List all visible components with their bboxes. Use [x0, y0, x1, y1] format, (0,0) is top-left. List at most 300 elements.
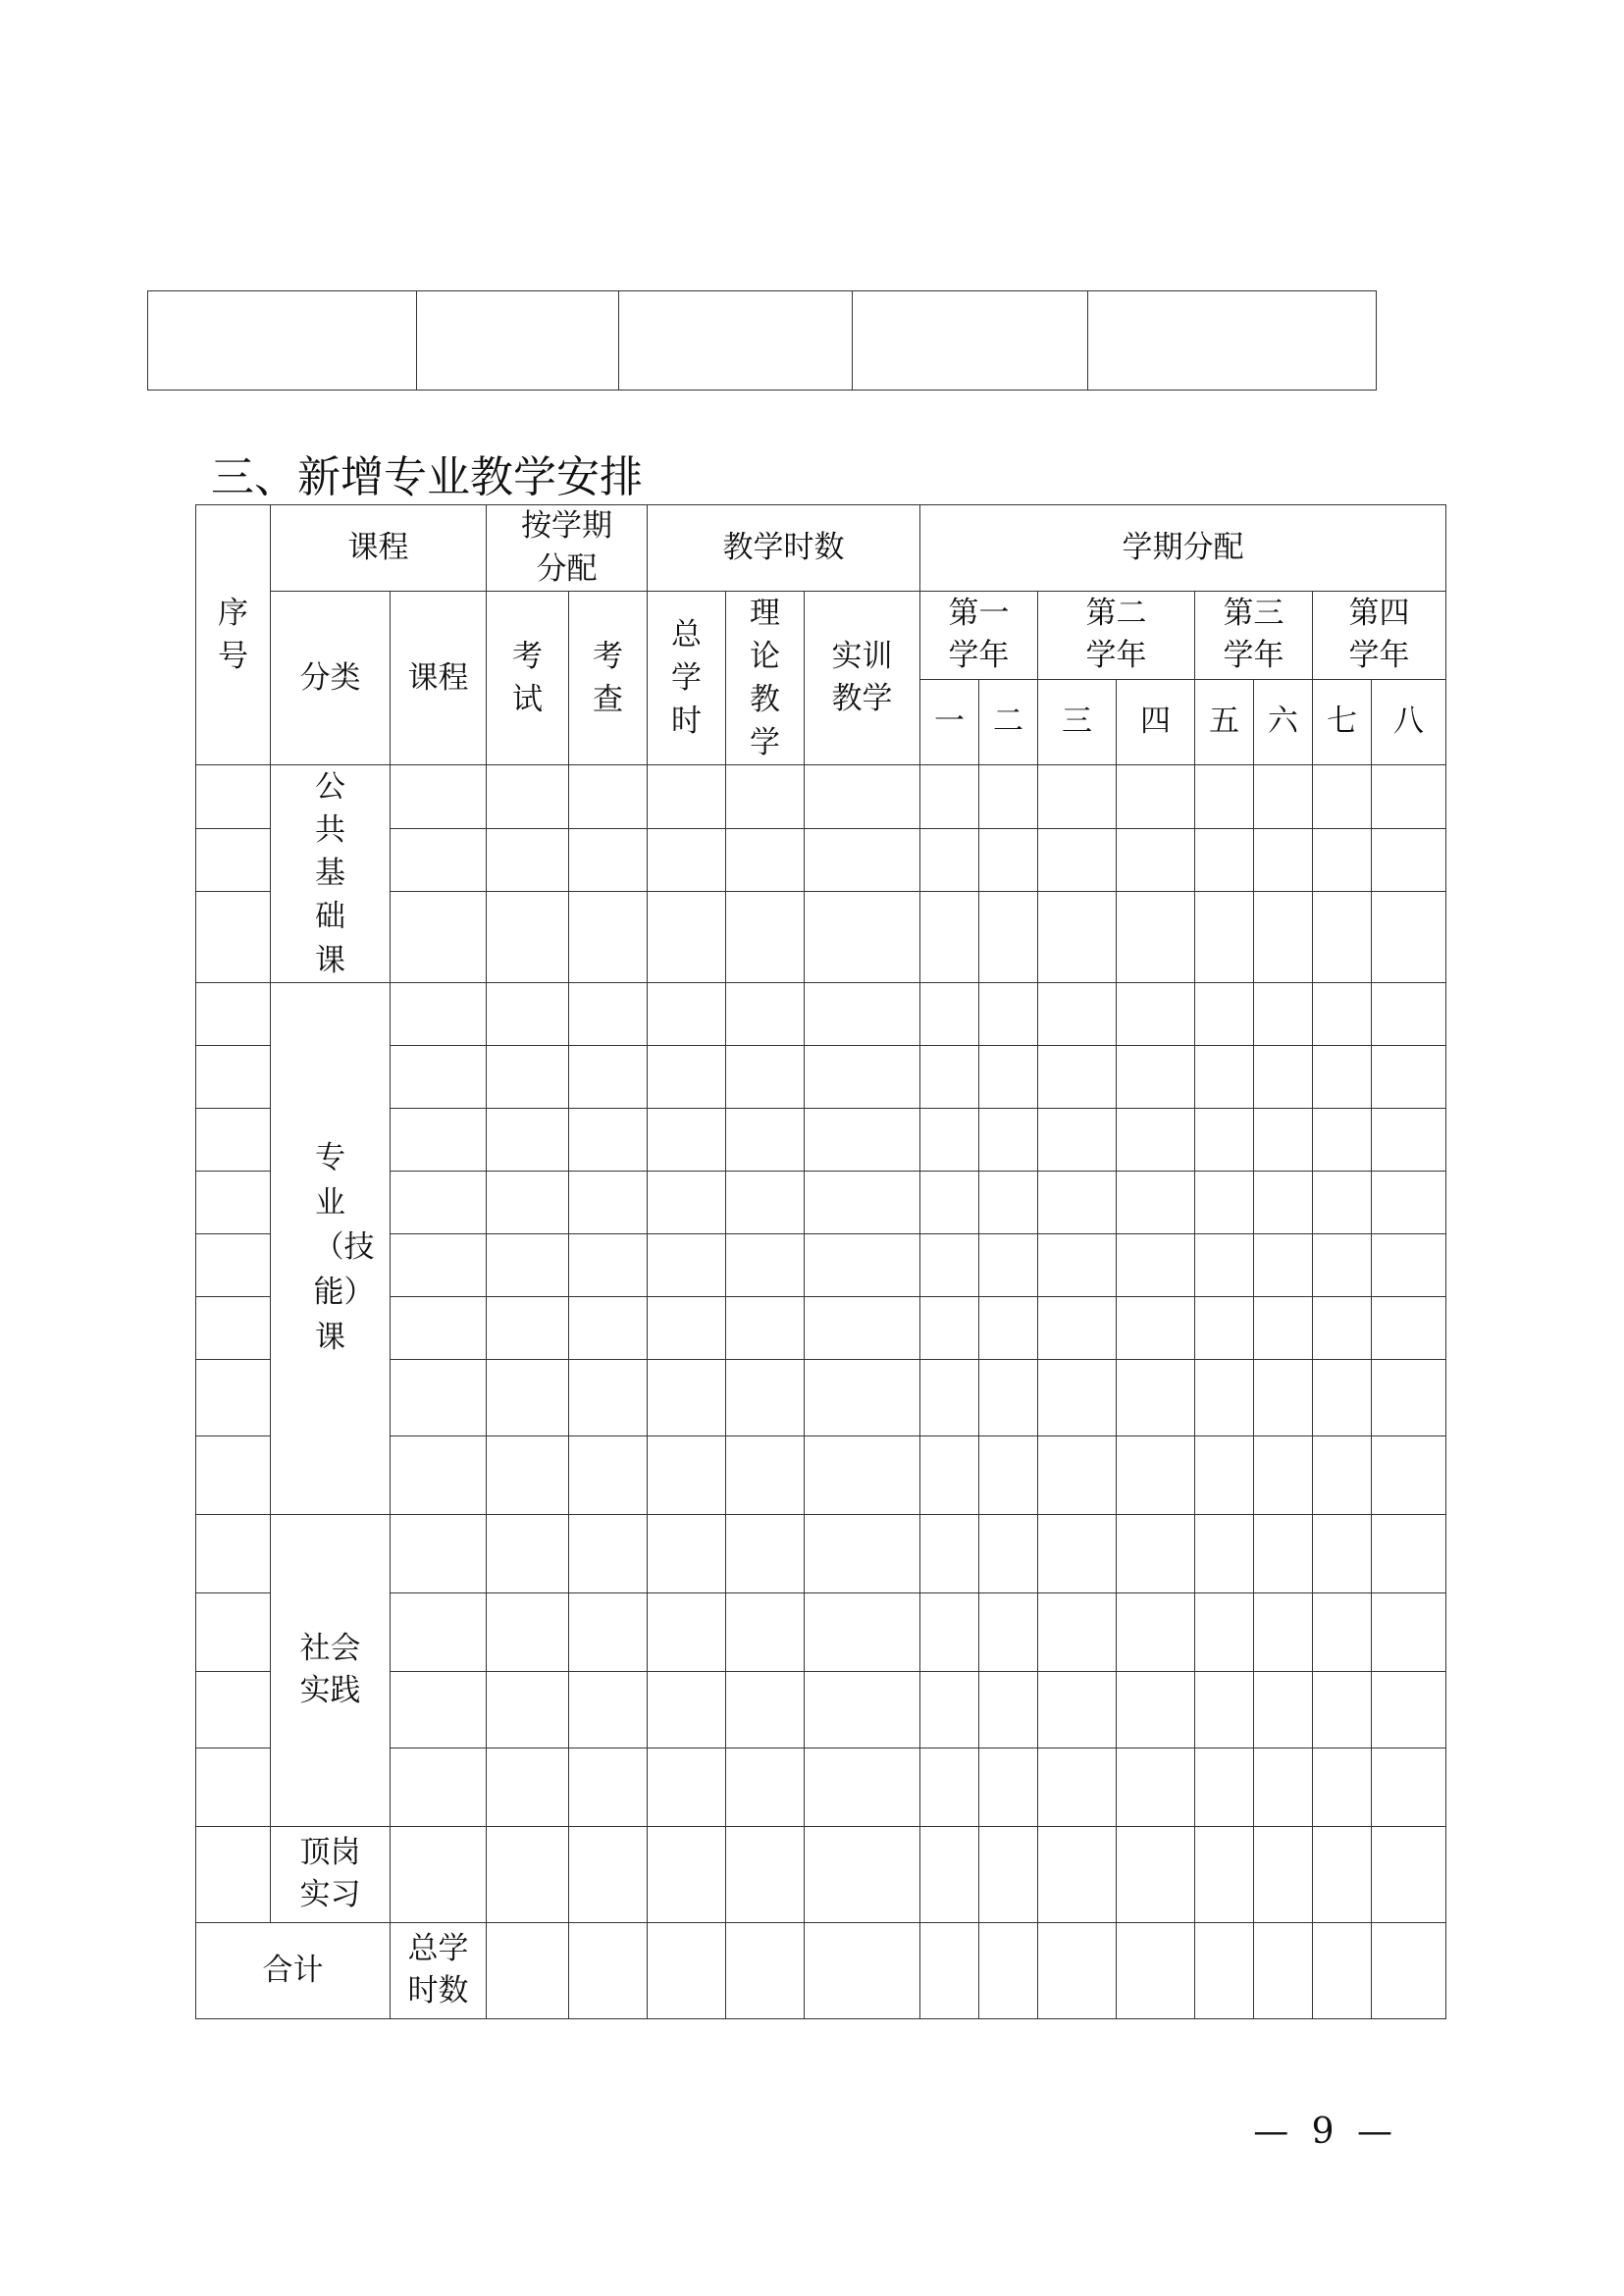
table-cell [1038, 765, 1117, 828]
course-header: 课程 [391, 592, 487, 765]
table-cell [1195, 1435, 1254, 1514]
year-4-header: 第四学年 [1313, 592, 1446, 680]
table-cell [391, 1514, 487, 1592]
table-cell [569, 1826, 648, 1922]
table-cell [805, 1748, 920, 1826]
table-cell [920, 1592, 979, 1671]
table-cell [853, 291, 1088, 391]
table-cell [648, 1171, 726, 1233]
table-cell [1254, 828, 1313, 891]
table-cell [1254, 1592, 1313, 1671]
header-row-1 [196, 505, 1446, 592]
table-cell [487, 1435, 569, 1514]
table-cell [648, 1514, 726, 1592]
table-cell [1038, 828, 1117, 891]
table-cell [726, 1592, 805, 1671]
table-cell [979, 1359, 1038, 1435]
total-row [196, 1922, 1446, 2018]
table-cell [920, 982, 979, 1045]
table-cell [391, 1592, 487, 1671]
table-cell [1117, 1592, 1195, 1671]
table-cell [979, 1233, 1038, 1296]
seq-cell [196, 1671, 271, 1748]
table-cell [1313, 892, 1372, 983]
semester-1-header: 一 [920, 679, 979, 765]
table-cell [1038, 1514, 1117, 1592]
exam-header: 考试 [487, 592, 569, 765]
table-cell [1372, 765, 1446, 828]
seq-cell [196, 892, 271, 983]
table-cell [1088, 291, 1377, 391]
table-cell [1117, 1671, 1195, 1748]
table-cell [648, 892, 726, 983]
table-cell [1313, 1296, 1372, 1359]
table-cell [1038, 1826, 1117, 1922]
total-hours-header: 总学时 [648, 592, 726, 765]
table-cell [1372, 1359, 1446, 1435]
table-cell [569, 1045, 648, 1108]
table-cell [726, 1296, 805, 1359]
seq-cell [196, 828, 271, 891]
seq-header: 序号 [196, 505, 271, 765]
teaching-hours-header: 教学时数 [648, 505, 920, 592]
table-cell [726, 1435, 805, 1514]
table-cell [1313, 1435, 1372, 1514]
table-cell [1117, 1045, 1195, 1108]
table-cell [805, 1233, 920, 1296]
table-cell [569, 1233, 648, 1296]
table-cell [487, 982, 569, 1045]
course-group-header: 课程 [271, 505, 487, 592]
table-cell [805, 828, 920, 891]
table-cell [1195, 1671, 1254, 1748]
table-cell [805, 1435, 920, 1514]
table-cell [1195, 765, 1254, 828]
table-cell [920, 892, 979, 983]
table-row [196, 1826, 1446, 1922]
table-cell [920, 1748, 979, 1826]
table-cell [1117, 1171, 1195, 1233]
table-cell [1254, 1171, 1313, 1233]
table-cell [805, 1108, 920, 1171]
table-cell [920, 1922, 979, 2018]
table-cell [648, 1045, 726, 1108]
table-cell [1372, 1922, 1446, 2018]
table-cell [648, 765, 726, 828]
table-cell [1038, 1592, 1117, 1671]
table-cell [1313, 1826, 1372, 1922]
table-cell [1117, 1359, 1195, 1435]
table-cell [391, 1045, 487, 1108]
table-cell [391, 982, 487, 1045]
table-cell [648, 1233, 726, 1296]
table-cell [1372, 982, 1446, 1045]
practice-header: 实训教学 [805, 592, 920, 765]
table-cell [1117, 982, 1195, 1045]
table-cell [1372, 1592, 1446, 1671]
table-cell [1313, 1514, 1372, 1592]
table-cell [1372, 1671, 1446, 1748]
table-cell [979, 1592, 1038, 1671]
table-cell [1195, 1922, 1254, 2018]
table-cell [805, 765, 920, 828]
table-cell [1117, 1435, 1195, 1514]
table-cell [726, 1671, 805, 1748]
table-cell [569, 1171, 648, 1233]
table-cell [1038, 1108, 1117, 1171]
check-header: 考查 [569, 592, 648, 765]
seq-cell [196, 765, 271, 828]
seq-cell [196, 1748, 271, 1826]
table-cell [648, 982, 726, 1045]
table-cell [979, 1108, 1038, 1171]
table-cell [1117, 828, 1195, 891]
table-cell [648, 1296, 726, 1359]
table-cell [979, 892, 1038, 983]
previous-table [147, 290, 1377, 391]
table-cell [1195, 1233, 1254, 1296]
table-cell [648, 1748, 726, 1826]
seq-cell [196, 1592, 271, 1671]
table-cell [487, 1296, 569, 1359]
category-internship: 顶岗实习 [271, 1826, 391, 1922]
table-cell [648, 1592, 726, 1671]
table-cell [648, 1435, 726, 1514]
table-cell [487, 828, 569, 891]
table-cell [979, 1296, 1038, 1359]
table-cell [648, 1826, 726, 1922]
table-cell [487, 1592, 569, 1671]
table-cell [920, 1171, 979, 1233]
table-cell [726, 1748, 805, 1826]
table-cell [1372, 892, 1446, 983]
table-cell [569, 892, 648, 983]
table-cell [1195, 892, 1254, 983]
table-cell [1313, 1171, 1372, 1233]
table-cell [1038, 1296, 1117, 1359]
table-cell [920, 828, 979, 891]
table-cell [1195, 828, 1254, 891]
table-cell [569, 1671, 648, 1748]
table-cell [1254, 1748, 1313, 1826]
table-row [196, 1514, 1446, 1592]
table-cell [391, 828, 487, 891]
table-row [148, 291, 1377, 391]
table-cell [979, 1435, 1038, 1514]
table-cell [391, 1359, 487, 1435]
table-cell [1313, 1922, 1372, 2018]
table-cell [920, 1435, 979, 1514]
semester-7-header: 七 [1313, 679, 1372, 765]
table-cell [726, 765, 805, 828]
table-cell [391, 1233, 487, 1296]
table-cell [1372, 828, 1446, 891]
table-cell [487, 765, 569, 828]
semester-3-header: 三 [1038, 679, 1117, 765]
table-cell [979, 828, 1038, 891]
table-cell [805, 1922, 920, 2018]
table-cell [391, 1826, 487, 1922]
table-cell [1254, 1359, 1313, 1435]
seq-cell [196, 1171, 271, 1233]
table-cell [1254, 1514, 1313, 1592]
table-cell [569, 1296, 648, 1359]
table-cell [569, 1592, 648, 1671]
year-2-header: 第二学年 [1038, 592, 1195, 680]
table-cell [979, 982, 1038, 1045]
table-cell [726, 828, 805, 891]
teaching-arrangement-table [195, 504, 1446, 2019]
table-cell [1254, 1922, 1313, 2018]
table-cell [1313, 1748, 1372, 1826]
table-cell [1313, 1233, 1372, 1296]
semester-5-header: 五 [1195, 679, 1254, 765]
theory-header: 理论教学 [726, 592, 805, 765]
table-cell [148, 291, 417, 391]
table-cell [1372, 1748, 1446, 1826]
table-cell [648, 1108, 726, 1171]
table-cell [805, 1592, 920, 1671]
table-cell [726, 1045, 805, 1108]
table-cell [1117, 1108, 1195, 1171]
table-cell [1195, 1748, 1254, 1826]
table-cell [726, 1171, 805, 1233]
table-cell [726, 1514, 805, 1592]
seq-cell [196, 1359, 271, 1435]
table-cell [569, 828, 648, 891]
table-cell [726, 1922, 805, 2018]
table-cell [920, 765, 979, 828]
table-cell [1117, 1296, 1195, 1359]
table-cell [391, 1435, 487, 1514]
seq-cell [196, 1514, 271, 1592]
table-cell [805, 1171, 920, 1233]
semester-2-header: 二 [979, 679, 1038, 765]
table-cell [569, 765, 648, 828]
table-cell [569, 1748, 648, 1826]
total-hours-label: 总学时数 [391, 1922, 487, 2018]
table-cell [569, 1922, 648, 2018]
table-cell [1254, 1233, 1313, 1296]
table-cell [1038, 1171, 1117, 1233]
table-cell [487, 1108, 569, 1171]
table-cell [391, 892, 487, 983]
table-cell [1117, 1233, 1195, 1296]
table-cell [487, 1922, 569, 2018]
table-cell [1117, 892, 1195, 983]
table-cell [726, 892, 805, 983]
table-cell [569, 1435, 648, 1514]
table-cell [1117, 1826, 1195, 1922]
table-cell [391, 1296, 487, 1359]
seq-cell [196, 1435, 271, 1514]
table-cell [726, 1108, 805, 1171]
table-cell [1195, 1045, 1254, 1108]
year-1-header: 第一学年 [920, 592, 1038, 680]
table-cell [1313, 1108, 1372, 1171]
table-cell [805, 1514, 920, 1592]
semester-8-header: 八 [1372, 679, 1446, 765]
table-cell [648, 1671, 726, 1748]
table-cell [1038, 1922, 1117, 2018]
table-cell [487, 1514, 569, 1592]
table-cell [391, 1671, 487, 1748]
table-cell [1254, 1435, 1313, 1514]
table-cell [569, 1359, 648, 1435]
table-cell [1117, 1514, 1195, 1592]
category-header: 分类 [271, 592, 391, 765]
table-cell [391, 1108, 487, 1171]
table-cell [979, 1045, 1038, 1108]
table-cell [487, 1171, 569, 1233]
semester-6-header: 六 [1254, 679, 1313, 765]
table-cell [1254, 1296, 1313, 1359]
table-cell [569, 982, 648, 1045]
table-cell [920, 1514, 979, 1592]
table-row [196, 765, 1446, 828]
table-cell [805, 1296, 920, 1359]
table-cell [1195, 1514, 1254, 1592]
table-cell [1372, 1233, 1446, 1296]
table-cell [487, 1359, 569, 1435]
total-label: 合计 [196, 1922, 391, 2018]
table-cell [979, 1922, 1038, 2018]
table-cell [979, 1748, 1038, 1826]
table-cell [1195, 1171, 1254, 1233]
table-cell [805, 982, 920, 1045]
table-row [196, 982, 1446, 1045]
category-social-practice: 社会实践 [271, 1514, 391, 1826]
table-cell [487, 1748, 569, 1826]
table-cell [920, 1359, 979, 1435]
semester-distribution-header: 学期分配 [920, 505, 1446, 592]
table-cell [1038, 1435, 1117, 1514]
table-cell [1038, 1359, 1117, 1435]
table-cell [1254, 765, 1313, 828]
page-number: — 9 — [1253, 2112, 1398, 2152]
table-cell [1313, 1592, 1372, 1671]
table-cell [569, 1514, 648, 1592]
table-cell [487, 1671, 569, 1748]
table-cell [1254, 1826, 1313, 1922]
table-cell [1038, 1671, 1117, 1748]
semester-4-header: 四 [1117, 679, 1195, 765]
table-cell [726, 1233, 805, 1296]
table-cell [648, 1922, 726, 2018]
table-cell [920, 1671, 979, 1748]
table-cell [726, 1826, 805, 1922]
table-cell [391, 1171, 487, 1233]
table-cell [391, 765, 487, 828]
section-title: 三、新增专业教学安排 [211, 452, 643, 502]
seq-cell [196, 982, 271, 1045]
table-cell [1117, 765, 1195, 828]
table-cell [805, 892, 920, 983]
table-cell [1117, 1748, 1195, 1826]
by-semester-header: 按学期分配 [487, 505, 648, 592]
seq-cell [196, 1045, 271, 1108]
header-row-2 [196, 592, 1446, 680]
table-cell [487, 892, 569, 983]
table-cell [805, 1359, 920, 1435]
table-cell [648, 1359, 726, 1435]
table-cell [1372, 1826, 1446, 1922]
table-cell [1038, 1045, 1117, 1108]
seq-cell [196, 1826, 271, 1922]
seq-cell [196, 1233, 271, 1296]
table-cell [1313, 765, 1372, 828]
table-cell [648, 828, 726, 891]
table-cell [1038, 1748, 1117, 1826]
table-cell [1195, 1359, 1254, 1435]
table-cell [979, 1514, 1038, 1592]
year-3-header: 第三学年 [1195, 592, 1313, 680]
table-cell [1038, 982, 1117, 1045]
table-cell [1313, 1359, 1372, 1435]
table-cell [979, 1826, 1038, 1922]
table-cell [1038, 892, 1117, 983]
table-cell [920, 1826, 979, 1922]
table-cell [726, 1359, 805, 1435]
table-cell [569, 1108, 648, 1171]
table-cell [487, 1045, 569, 1108]
table-cell [1313, 982, 1372, 1045]
table-cell [1195, 1108, 1254, 1171]
table-cell [1038, 1233, 1117, 1296]
table-cell [1372, 1108, 1446, 1171]
category-public-basic: 公共基础课 [271, 765, 391, 982]
table-cell [1117, 1922, 1195, 2018]
table-cell [619, 291, 853, 391]
table-cell [920, 1233, 979, 1296]
table-cell [417, 291, 619, 391]
table-cell [1313, 1671, 1372, 1748]
table-cell [979, 765, 1038, 828]
table-cell [726, 982, 805, 1045]
table-cell [1313, 1045, 1372, 1108]
table-cell [487, 1233, 569, 1296]
table-cell [805, 1045, 920, 1108]
table-cell [1313, 828, 1372, 891]
table-cell [1254, 1671, 1313, 1748]
table-cell [391, 1748, 487, 1826]
table-cell [1372, 1435, 1446, 1514]
table-cell [920, 1296, 979, 1359]
category-professional: 专业（技能）课 [271, 982, 391, 1514]
table-cell [1372, 1171, 1446, 1233]
table-cell [979, 1171, 1038, 1233]
table-cell [979, 1671, 1038, 1748]
seq-cell [196, 1108, 271, 1171]
table-cell [1254, 892, 1313, 983]
table-cell [805, 1671, 920, 1748]
table-cell [920, 1045, 979, 1108]
table-cell [1195, 1296, 1254, 1359]
table-cell [1195, 1826, 1254, 1922]
table-cell [1254, 982, 1313, 1045]
table-cell [920, 1108, 979, 1171]
table-cell [1254, 1045, 1313, 1108]
table-cell [1195, 982, 1254, 1045]
table-cell [1254, 1108, 1313, 1171]
table-cell [1195, 1592, 1254, 1671]
table-cell [1372, 1296, 1446, 1359]
seq-cell [196, 1296, 271, 1359]
table-cell [1372, 1045, 1446, 1108]
table-cell [805, 1826, 920, 1922]
table-cell [1372, 1514, 1446, 1592]
table-cell [487, 1826, 569, 1922]
